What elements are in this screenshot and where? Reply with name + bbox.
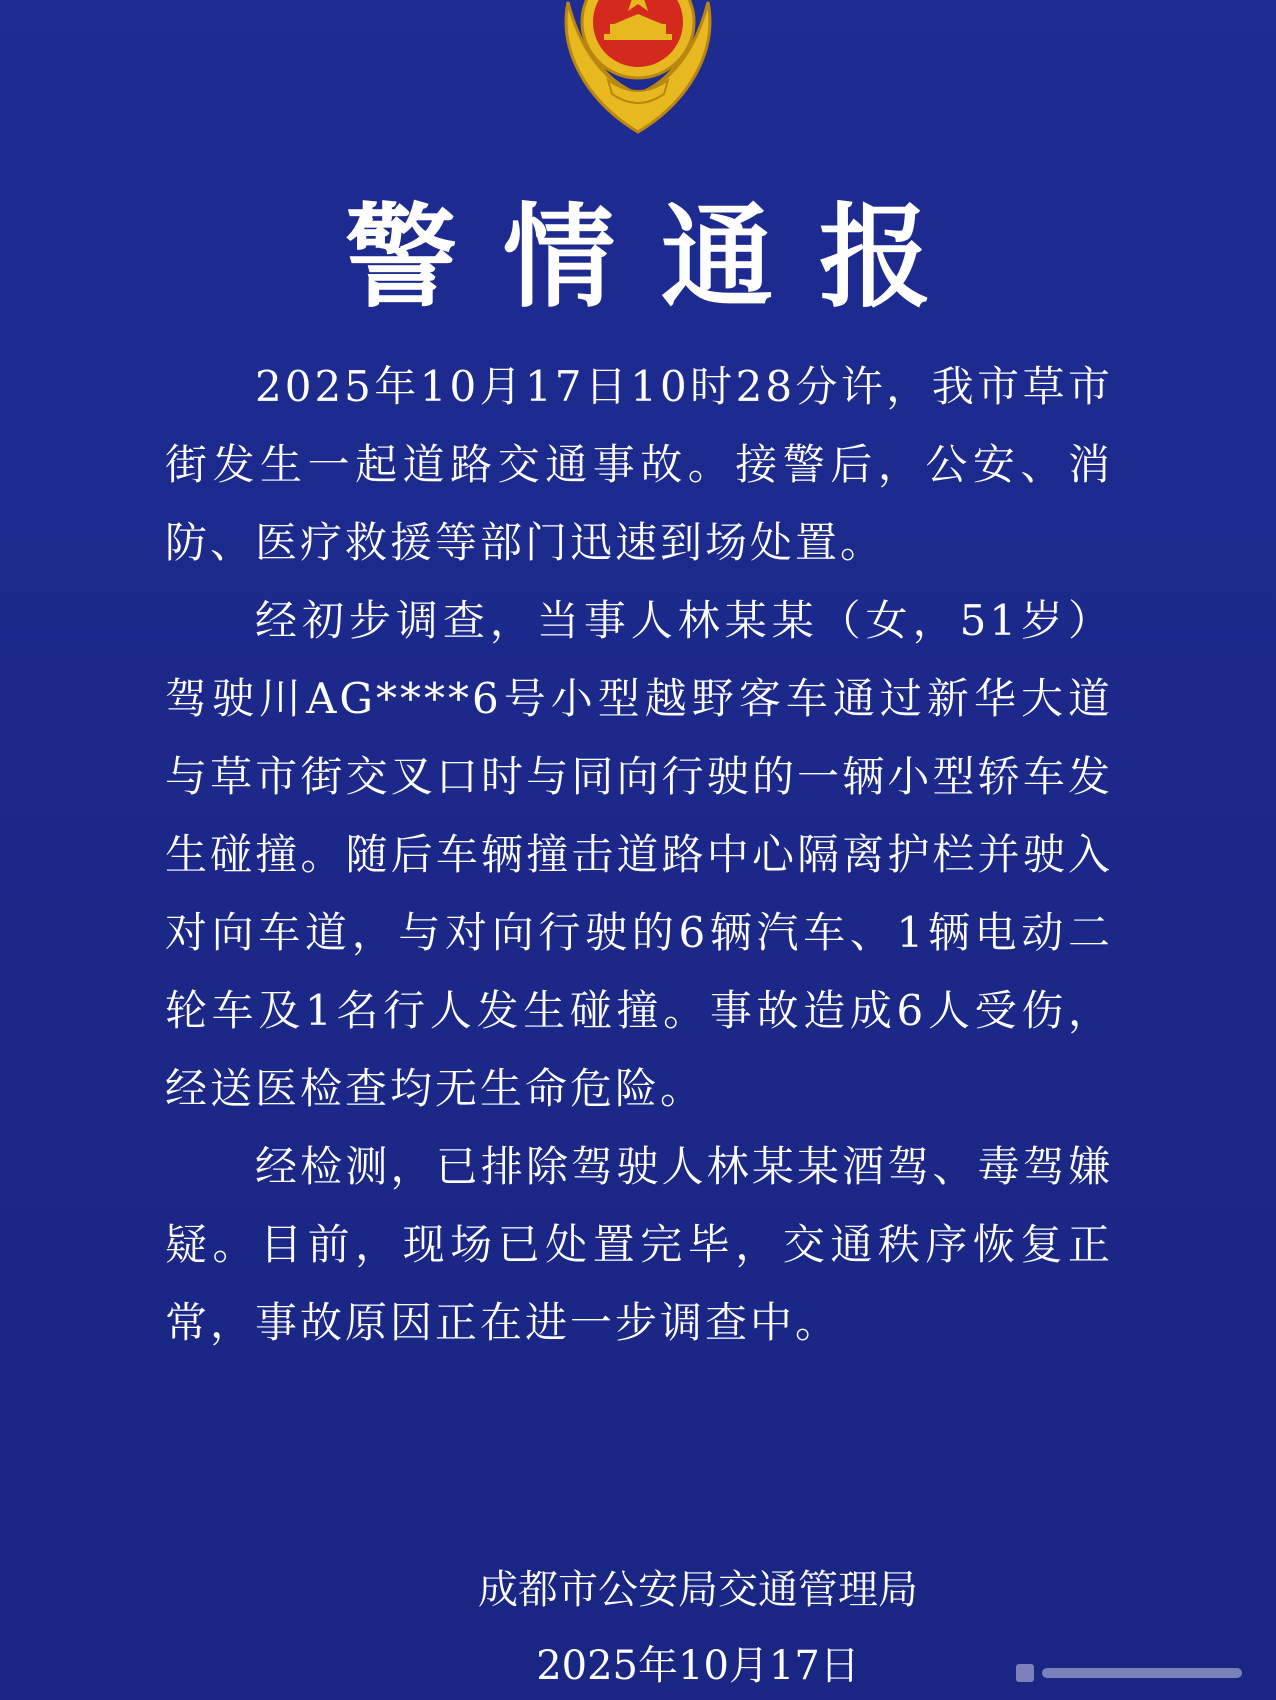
police-emblem-icon [538,0,738,142]
notice-body [165,348,1113,1362]
notice-paragraph-2: 经初步调查，当事人林某某（女，51岁）驾驶川AG****6号小型越野客车通过新华大道与草市街交叉口时与同向行驶的一辆小型轿车发生碰撞。随后车辆撞击道路中心隔离护栏并驶入对向车道，与对向行驶的6辆汽车、1辆电动二轮车及1名行人发生碰撞。事故造成6人受伤，经送医检查均无生命危险。 [165,596,1113,1113]
notice-paragraph-1: 2025年10月17日10时28分许，我市草市街发生一起道路交通事故。接警后，公安、消防、医疗救援等部门迅速到场处置。 [165,362,1113,567]
issuer-name: 成都市公安局交通管理局 [478,1567,918,1613]
page-title: 警情通报 [345,193,977,323]
issue-date: 2025年10月17日 [536,1643,860,1689]
notice-paragraph-3: 经检测，已排除驾驶人林某某酒驾、毒驾嫌疑。目前，现场已处置完毕，交通秩序恢复正常，事故原因正在进一步调查中。 [165,1142,1113,1347]
watermark-logo [1016,1658,1256,1688]
